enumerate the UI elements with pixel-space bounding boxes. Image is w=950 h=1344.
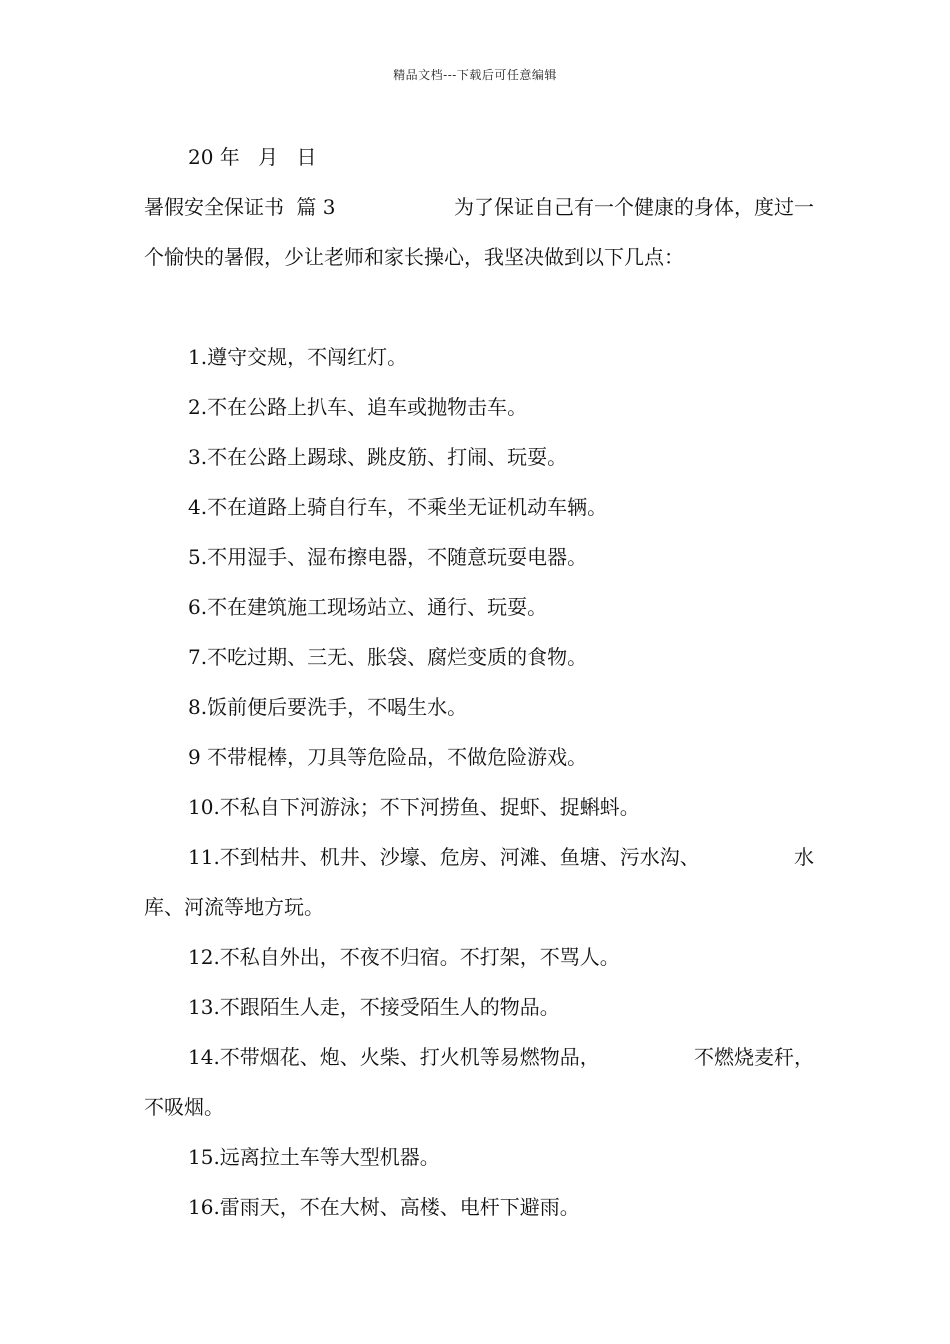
section-label: 篇 3 xyxy=(296,195,336,219)
list-item: 7.不吃过期、三无、胀袋、腐烂变质的食物。 xyxy=(188,645,588,669)
title-group xyxy=(144,182,335,232)
intro-continuation: 个愉快的暑假，少让老师和家长操心，我坚决做到以下几点： xyxy=(144,245,684,269)
list-item: 5.不用湿手、湿布擦电器，不随意玩耍电器。 xyxy=(188,545,588,569)
list-item: 13.不跟陌生人走，不接受陌生人的物品。 xyxy=(188,995,560,1019)
list-item-14-end: 不燃烧麦秆， xyxy=(694,1045,814,1069)
document-body xyxy=(144,132,814,1232)
list-item: 9 不带棍棒，刀具等危险品，不做危险游戏。 xyxy=(188,745,588,769)
list-item: 10.不私自下河游泳；不下河捞鱼、捉虾、捉蝌蚪。 xyxy=(188,795,640,819)
list-item-14 xyxy=(144,1032,814,1082)
date-line xyxy=(144,132,814,182)
list-item-11-text: 11.不到枯井、机井、沙壕、危房、河滩、鱼塘、污水沟、 xyxy=(188,845,700,869)
list-item-14-continuation: 不吸烟。 xyxy=(144,1095,224,1119)
list-item: 12.不私自外出，不夜不归宿。不打架，不骂人。 xyxy=(188,945,620,969)
list-item: 3.不在公路上踢球、跳皮筋、打闹、玩耍。 xyxy=(188,445,568,469)
intro-start: 为了保证自己有一个健康的身体，度过一 xyxy=(454,195,814,219)
list-item-11-end: 水 xyxy=(794,845,814,869)
list-item-11-continuation: 库、河流等地方玩。 xyxy=(144,895,324,919)
date-day: 日 xyxy=(296,145,317,169)
list-item: 2.不在公路上扒车、追车或抛物击车。 xyxy=(188,395,528,419)
list-item: 1.遵守交规，不闯红灯。 xyxy=(188,345,408,369)
list-item: 6.不在建筑施工现场站立、通行、玩耍。 xyxy=(188,595,548,619)
title-line xyxy=(144,182,814,232)
list-item: 4.不在道路上骑自行车，不乘坐无证机动车辆。 xyxy=(188,495,608,519)
list-item: 15.远离拉土车等大型机器。 xyxy=(188,1145,440,1169)
date-month: 月 xyxy=(258,145,279,169)
date-year: 20 年 xyxy=(188,145,240,169)
list-item-11 xyxy=(144,832,814,882)
list-item-14-text: 14.不带烟花、炮、火柴、打火机等易燃物品， xyxy=(188,1045,600,1069)
page-header: 精品文档---下载后可任意编辑 xyxy=(393,68,557,82)
spacer xyxy=(144,282,814,332)
list-item: 8.饭前便后要洗手，不喝生水。 xyxy=(188,695,468,719)
list-item: 16.雷雨天，不在大树、高楼、电杆下避雨。 xyxy=(188,1195,580,1219)
document-title: 暑假安全保证书 xyxy=(144,195,284,219)
